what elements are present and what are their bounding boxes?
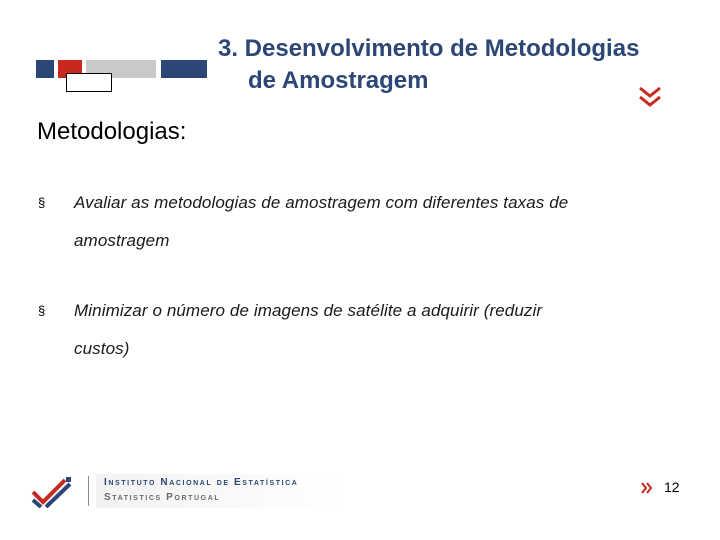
bullet-item-2 bbox=[74, 292, 674, 368]
header-outline-box bbox=[66, 73, 112, 92]
ine-logo bbox=[22, 470, 342, 512]
ine-logo-mark bbox=[30, 476, 74, 508]
page-number: 12 bbox=[664, 479, 680, 495]
slide-title-line-2: de Amostragem bbox=[248, 67, 429, 94]
logo-text-panel bbox=[96, 474, 342, 508]
logo-text-line-2: Statistics Portugal bbox=[104, 492, 221, 503]
chevron-right-icon bbox=[640, 481, 654, 495]
section-heading: Metodologias: bbox=[37, 118, 187, 145]
bullet-item-1-line-2: amostragem bbox=[74, 231, 170, 250]
bullet-item-1 bbox=[74, 184, 674, 260]
bullet-item-2-line-2: custos) bbox=[74, 339, 130, 358]
bullet-item-1-line-1: Avaliar as metodologias de amostragem com diferentes taxas de bbox=[74, 193, 569, 212]
logo-text-line-1: Instituto Nacional de Estatística bbox=[104, 477, 299, 488]
slide-title-line-1: 3. Desenvolvimento de Metodologias bbox=[218, 35, 640, 62]
header-bar-navy bbox=[36, 60, 54, 78]
logo-divider bbox=[88, 476, 89, 506]
square-bullet-icon: § bbox=[38, 195, 46, 210]
chevron-down-icon bbox=[637, 84, 663, 110]
square-bullet-icon: § bbox=[38, 303, 46, 318]
header-bar-navy-right bbox=[161, 60, 207, 78]
bullet-item-2-line-1: Minimizar o número de imagens de satélite a adquirir (reduzir bbox=[74, 301, 543, 320]
